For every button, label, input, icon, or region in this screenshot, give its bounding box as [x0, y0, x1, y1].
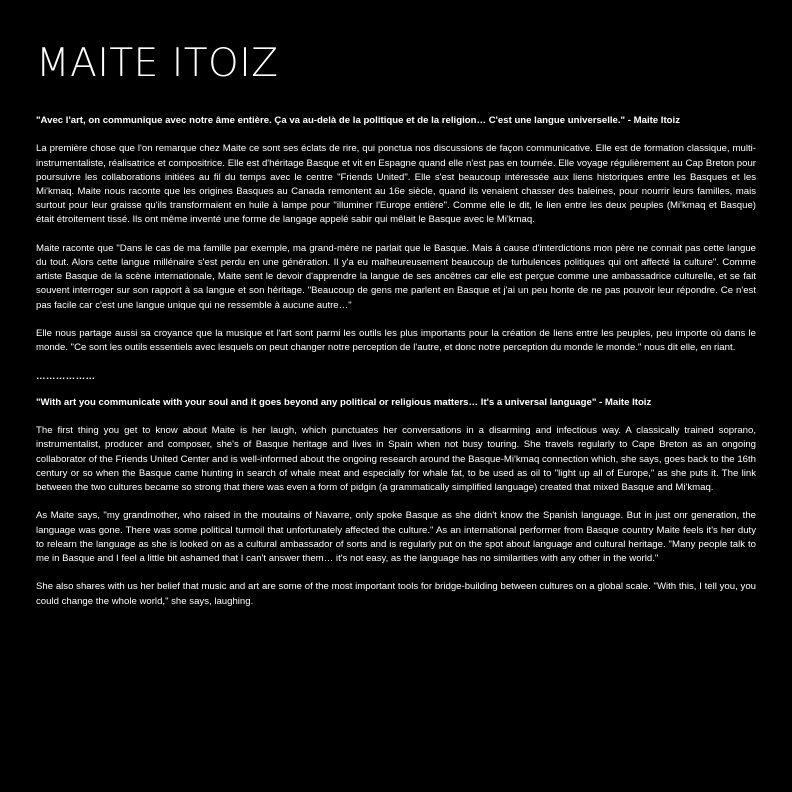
french-quote: "Avec l'art, on communique avec notre âme entière. Ça va au-delà de la politique et de la religion… C'est une langue universelle." - Maite Itoiz [36, 115, 680, 126]
page-title: MAITE ITOIZ [36, 41, 279, 86]
french-paragraph: La première chose que l'on remarque chez Maite ce sont ses éclats de rire, qui ponctua nos discussions de façon communicative. Elle est de formation classique, multi-instrumentaliste, réalisatrice et compositrice. Elle est d'héritage Basque et vit en Espagne quand elle n'est pas en tournée. Elle voyage régulièrement au Cap Breton pour poursuivre les collaborations initiées au fil du temps avec le centre "Friends United". Elle s'est beaucoup intéressée aux liens historiques entre les Basques et les Mi'kmaq. Maite nous raconte que les origines Basques au Canada remontent au 16e siècle, quand ils venaient chasser des baleines, pour nourrir leurs familles, mais surtout pour leur graisse qu'ils transformaient en huile à lampe pour "illuminer l'Europe entière". Comme elle le dit, le lien entre les deux peuples (Mi'kmaq et Basque) était étroitement tissé. Ils ont même inventé une forme de langage appelé sabir qui mêlait le Basque avec le Mi'kmaq. [36, 143, 756, 226]
english-paragraph: The first thing you get to know about Maite is her laugh, which punctuates her conversations in a disarming and infectious way. A classically trained soprano, instrumentalist, producer and composer, she's of Basque heritage and lives in Spain when not busy touring. She travels regularly to Cape Breton as an ongoing collaborator of the Friends United Center and is well-informed about the ongoing research around the Basque-Mi'kmaq connection which, she says, goes back to the 16th century or so when the Basque came hunting in search of whale meat and especially for whale fat, to be used as oil to "light up all of Europe," as she puts it. The link between the two cultures became so strong that there was even a form of pidgin (a grammatically simplified language) created that mixed Basque and Mi'kmaq. [36, 425, 756, 493]
english-paragraph: As Maite says, "my grandmother, who raised in the moutains of Navarre, only spoke Basque as she didn't know the Spanish language. But in just onr generation, the language was gone. There was some political turmoil that unfortunately affected the culture." As an international performer from Basque country Maite feels it's her duty to relearn the language as she is looked on as a cultural ambassador of sorts and is regularly put on the spot about language and cultural heritage. "Many people talk to me in Basque and I feel a little bit ashamed that I can't answer them… it's not easy, as the language has no similarities with any other in the world." [36, 510, 756, 564]
french-paragraph: Elle nous partage aussi sa croyance que la musique et l'art sont parmi les outils les plus importants pour la création de liens entre les peuples, peu importe où dans le monde. "Ce sont les outils essentiels avec lesquels on peut changer notre perception de l'autre, et donc notre perception du monde le monde." nous dit elle, en riant. [36, 328, 756, 354]
english-quote: "With art you communicate with your soul and it goes beyond any political or religious matters… It's a universal language" - Maite Itoiz [36, 396, 652, 408]
article-body [36, 114, 756, 623]
english-paragraph: She also shares with us her belief that music and art are some of the most important tools for bridge-building between cultures on a global scale. "With this, I tell you, you could change the whole world," she says, laughing. [36, 581, 756, 607]
section-divider: ……………… [36, 370, 96, 382]
french-paragraph: Maite raconte que "Dans le cas de ma famille par exemple, ma grand-mère ne parlait que le Basque. Mais à cause d'interdictions mon père ne connait pas cette langue du tout. Alors cette langue millénaire s'est perdu en une génération. Il y'a eu malheureusement beaucoup de turbulences politiques qui ont affecté la culture". Comme artiste Basque de la scène internationale, Maite sent le devoir d'apprendre la langue de ses ancêtres car elle est perçue comme une ambassadrice culturelle, et se fait souvent interroger sur son rapport à sa langue et son héritage. "Beaucoup de gens me parlent en Basque et j'ai un peu honte de ne pas pouvoir leur répondre. Ce n'est pas facile car c'est une langue unique qui ne ressemble à aucune autre…" [36, 242, 756, 311]
